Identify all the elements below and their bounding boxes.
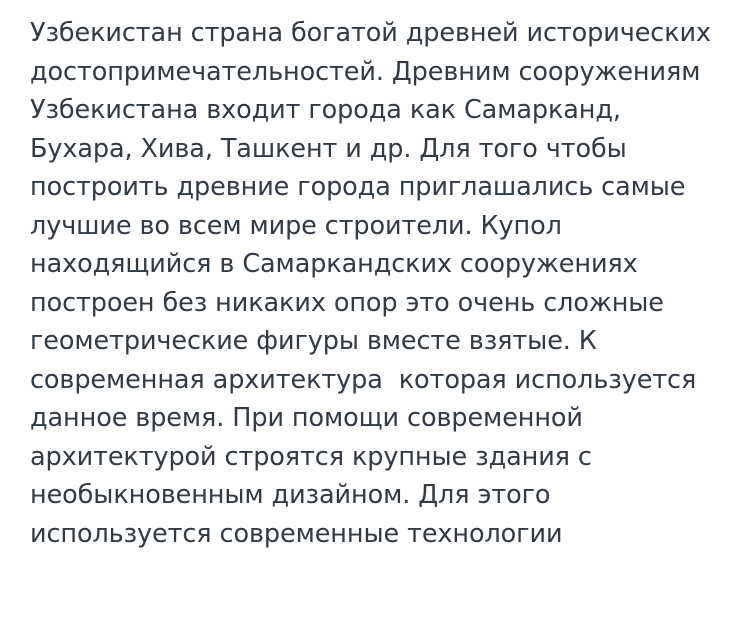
document-body-text: Узбекистан страна богатой древней исторических достопримечательностей. Древним сооружениям Узбекистана входит города как Самарканд, Бухара, Хива, Ташкент и др. Для того чтобы построить древние города приглашались самые лучшие во всем мире строители. Купол находящийся в Самаркандских сооружениях построен без никаких опор это очень сложные геометрические фигуры вместе взятые. К современная архитектура которая используется данное время. При помощи современной архитектурой строятся крупные здания с необыкновенным дизайном. Для этого используется современные технологии [30, 18, 719, 549]
